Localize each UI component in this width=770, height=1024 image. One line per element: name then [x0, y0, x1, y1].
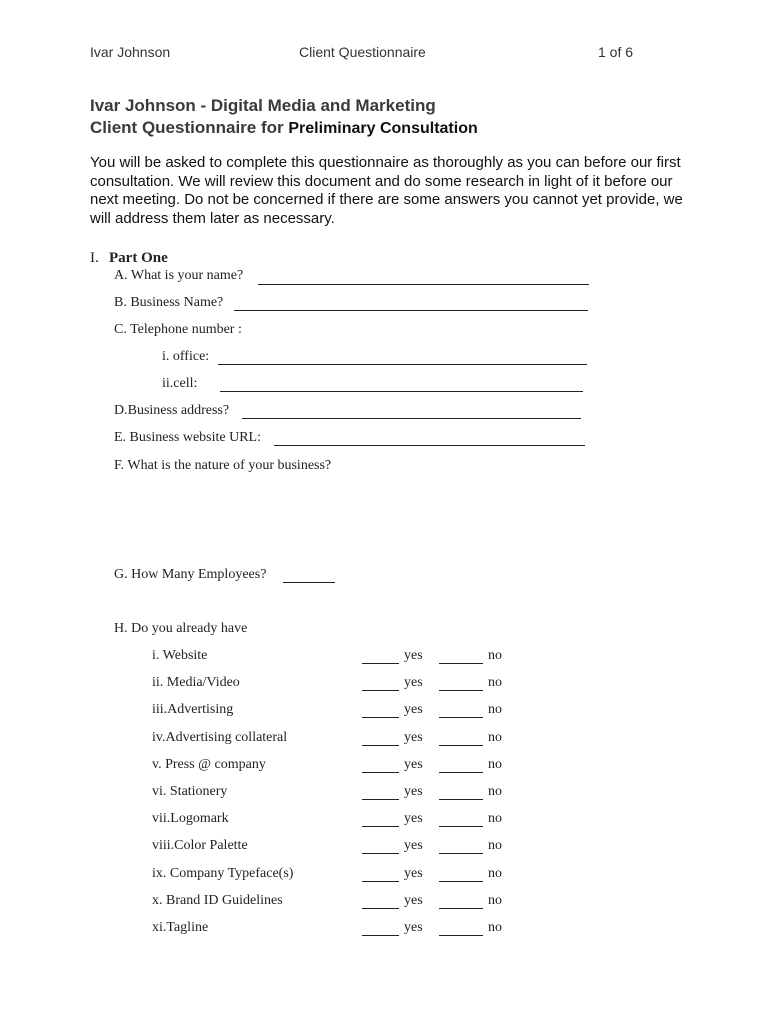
- checklist-no-label: no: [488, 838, 502, 853]
- checklist-no-label: no: [488, 675, 502, 690]
- checklist-no-blank[interactable]: [439, 799, 483, 800]
- question-employees: G. How Many Employees?: [114, 567, 267, 582]
- checklist-item-label: iii.Advertising: [152, 702, 234, 717]
- checklist-no-label: no: [488, 730, 502, 745]
- checklist-no-label: no: [488, 784, 502, 799]
- checklist-yes-blank[interactable]: [362, 745, 399, 746]
- checklist-yes-blank[interactable]: [362, 799, 399, 800]
- question-cell-phone: ii.cell:: [162, 376, 198, 391]
- office-phone-field[interactable]: [218, 364, 587, 365]
- checklist-no-blank[interactable]: [439, 826, 483, 827]
- checklist-yes-label: yes: [404, 893, 423, 908]
- subtitle-suffix: Preliminary Consultation: [288, 120, 478, 137]
- checklist-yes-label: yes: [404, 702, 423, 717]
- checklist-yes-blank[interactable]: [362, 663, 399, 664]
- business-address-field[interactable]: [242, 418, 581, 419]
- question-name: A. What is your name?: [114, 268, 244, 283]
- checklist-no-blank[interactable]: [439, 908, 483, 909]
- checklist-yes-blank[interactable]: [362, 772, 399, 773]
- subtitle-prefix: Client Questionnaire for: [90, 118, 284, 137]
- checklist-yes-label: yes: [404, 730, 423, 745]
- checklist-yes-label: yes: [404, 866, 423, 881]
- checklist-no-label: no: [488, 757, 502, 772]
- intro-line: will address them later as necessary.: [90, 209, 335, 227]
- checklist-no-blank[interactable]: [439, 881, 483, 882]
- checklist-no-label: no: [488, 702, 502, 717]
- checklist-yes-blank[interactable]: [362, 717, 399, 718]
- checklist-no-blank[interactable]: [439, 717, 483, 718]
- checklist-no-blank[interactable]: [439, 935, 483, 936]
- checklist-no-blank[interactable]: [439, 745, 483, 746]
- header-page-number: 1 of 6: [598, 44, 634, 60]
- checklist-item-label: x. Brand ID Guidelines: [152, 893, 283, 908]
- business-nature-answer-area[interactable]: [114, 480, 594, 560]
- header-document-title: Client Questionnaire: [299, 44, 426, 60]
- checklist-yes-blank[interactable]: [362, 826, 399, 827]
- checklist-yes-blank[interactable]: [362, 690, 399, 691]
- page-subtitle: [90, 118, 478, 138]
- checklist-item-label: vi. Stationery: [152, 784, 228, 799]
- checklist-no-label: no: [488, 811, 502, 826]
- checklist-no-label: no: [488, 920, 502, 935]
- checklist-yes-blank[interactable]: [362, 853, 399, 854]
- checklist-yes-label: yes: [404, 784, 423, 799]
- checklist-yes-blank[interactable]: [362, 881, 399, 882]
- checklist-item-label: vii.Logomark: [152, 811, 229, 826]
- section-numeral: I.: [90, 250, 99, 266]
- intro-line: consultation. We will review this document and do some research in light of it before our: [90, 172, 673, 190]
- question-website-url: E. Business website URL:: [114, 430, 261, 445]
- question-business-address: D.Business address?: [114, 403, 230, 418]
- cell-phone-field[interactable]: [220, 391, 583, 392]
- checklist-item-label: ix. Company Typeface(s): [152, 866, 294, 881]
- checklist-yes-label: yes: [404, 920, 423, 935]
- question-office-phone: i. office:: [162, 349, 210, 364]
- checklist-item-label: v. Press @ company: [152, 757, 266, 772]
- section-title: Part One: [109, 250, 168, 266]
- checklist-item-label: xi.Tagline: [152, 920, 209, 935]
- question-business-name: B. Business Name?: [114, 295, 224, 310]
- checklist-no-blank[interactable]: [439, 690, 483, 691]
- checklist-yes-label: yes: [404, 675, 423, 690]
- checklist-no-blank[interactable]: [439, 663, 483, 664]
- intro-line: You will be asked to complete this questionnaire as thoroughly as you can before our first: [90, 154, 681, 171]
- checklist-item-label: ii. Media/Video: [152, 675, 240, 690]
- checklist-yes-label: yes: [404, 838, 423, 853]
- checklist-yes-blank[interactable]: [362, 908, 399, 909]
- checklist-yes-label: yes: [404, 648, 423, 663]
- checklist-no-blank[interactable]: [439, 853, 483, 854]
- checklist-item-label: iv.Advertising collateral: [152, 730, 288, 745]
- business-name-field[interactable]: [234, 310, 588, 311]
- question-telephone: C. Telephone number :: [114, 322, 242, 337]
- checklist-no-label: no: [488, 648, 502, 663]
- employees-field[interactable]: [283, 582, 335, 583]
- header-author: Ivar Johnson: [90, 44, 171, 60]
- checklist-yes-blank[interactable]: [362, 935, 399, 936]
- website-url-field[interactable]: [274, 445, 585, 446]
- checklist-no-label: no: [488, 893, 502, 908]
- intro-line: next meeting. Do not be concerned if there are some answers you cannot yet provide, we: [90, 191, 683, 208]
- intro-paragraph: [90, 154, 700, 228]
- question-already-have: H. Do you already have: [114, 621, 248, 636]
- checklist-yes-label: yes: [404, 811, 423, 826]
- question-business-nature: F. What is the nature of your business?: [114, 458, 332, 473]
- checklist-yes-label: yes: [404, 757, 423, 772]
- name-field[interactable]: [258, 284, 589, 285]
- page-title: Ivar Johnson - Digital Media and Marketing: [90, 96, 436, 115]
- checklist-item-label: viii.Color Palette: [152, 838, 248, 853]
- checklist-no-blank[interactable]: [439, 772, 483, 773]
- checklist-no-label: no: [488, 866, 502, 881]
- checklist-item-label: i. Website: [152, 648, 208, 663]
